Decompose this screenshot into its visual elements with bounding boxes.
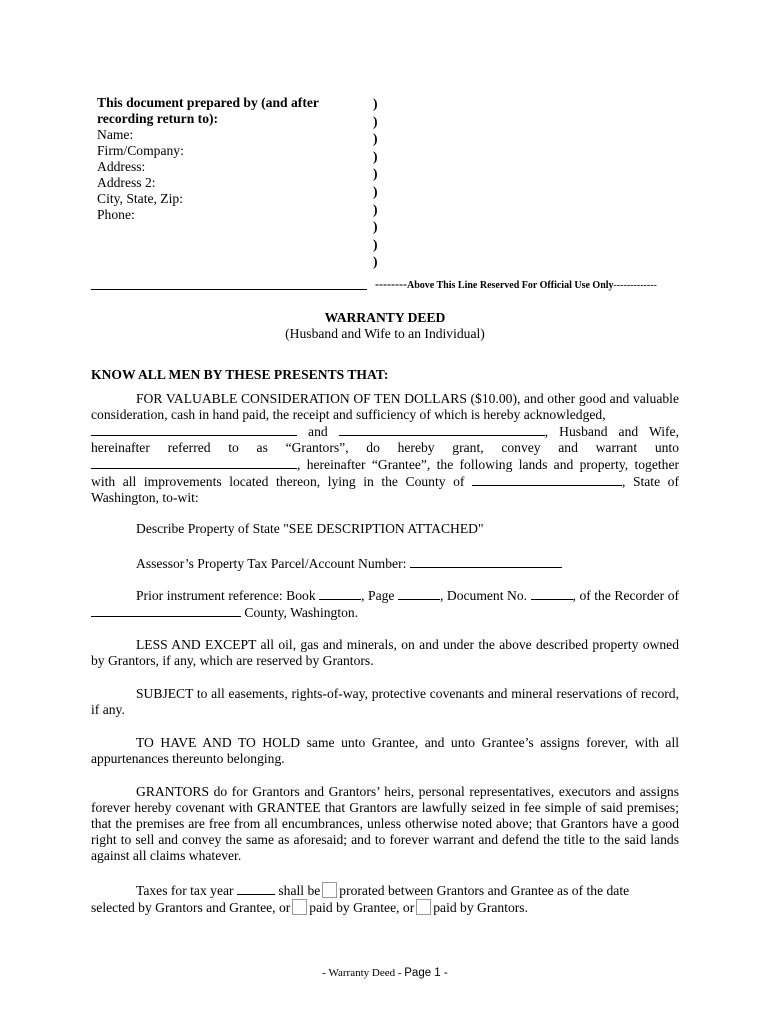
describe-property-line: Describe Property of State "SEE DESCRIPTION ATTACHED"	[136, 521, 484, 536]
county-washington-text: County, Washington.	[241, 605, 359, 620]
preparer-field-address2: Address 2:	[97, 175, 156, 190]
official-use-dashes-right: -------------	[613, 280, 657, 291]
paren: )	[373, 166, 378, 182]
paid-by-grantee-checkbox[interactable]	[292, 899, 307, 915]
improvements-text: with all improvements located thereon, lying in the County of	[91, 474, 465, 489]
document-no-blank[interactable]	[531, 587, 573, 600]
page-footer	[0, 965, 770, 981]
less-except-paragraph	[91, 637, 679, 669]
selected-text: selected by Grantors and Grantee, or	[91, 900, 291, 915]
paren: )	[373, 236, 378, 252]
preparer-heading: This document prepared by (and after recording return to):	[97, 95, 319, 126]
paren: )	[373, 96, 378, 111]
to-have-paragraph	[91, 735, 679, 767]
grantor-names-line	[91, 423, 679, 440]
official-use-notice	[375, 276, 657, 294]
consideration-paragraph	[91, 391, 679, 506]
grantor2-blank[interactable]	[339, 423, 545, 436]
paren: )	[373, 254, 378, 270]
paren: )	[373, 148, 378, 164]
less-except-text: LESS AND EXCEPT all oil, gas and minerals, on and under the above described property owned by Grantors, if any, which are reserved by Grantors.	[91, 637, 679, 668]
grantee-blank[interactable]	[91, 456, 297, 469]
document-subtitle: (Husband and Wife to an Individual)	[285, 326, 485, 341]
preparer-field-city-state-zip: City, State, Zip:	[97, 191, 183, 206]
recorder-county-line	[91, 604, 679, 621]
prorated-text: prorated between Grantors and Grantee as of the date	[339, 883, 630, 898]
county-line	[91, 473, 679, 490]
subject-to-text: SUBJECT to all easements, rights-of-way, protective covenants and mineral reservations of record, if any.	[91, 686, 679, 717]
preparer-field-name: Name:	[97, 127, 134, 142]
footer-doc-name: - Warranty Deed -	[322, 967, 402, 979]
know-all-heading: KNOW ALL MEN BY THESE PRESENTS THAT:	[91, 367, 389, 382]
paid-by-grantors-checkbox[interactable]	[416, 899, 431, 915]
prorated-checkbox[interactable]	[322, 882, 337, 898]
footer-page-number: Page 1 -	[404, 967, 448, 979]
county-blank[interactable]	[472, 473, 622, 486]
and-text: and	[308, 424, 328, 439]
paid-by-grantors-text: paid by Grantors.	[433, 900, 528, 915]
covenant-text: GRANTORS do for Grantors and Grantors’ heirs, personal representatives, executors and assigns forever hereby covenant with GRANTEE that Grantors are lawfully seized in fee simple of said premises; that the premises are free from all encumbrances, unless otherwise noted above; that Grantors have a good right to sell and convey the same as aforesaid; and to forever warrant and defend the title to the said lands against all claims whatever.	[91, 784, 679, 863]
recorder-text: , of the Recorder of	[572, 588, 680, 603]
grantee-text: , hereinafter “Grantee”, the following lands and property, together	[297, 457, 679, 472]
shall-be-text: shall be	[274, 883, 321, 898]
document-title: WARRANTY DEED	[324, 310, 446, 325]
recorder-county-blank[interactable]	[91, 604, 241, 617]
assessor-line	[136, 555, 562, 572]
paren: )	[373, 113, 378, 129]
preparer-field-address: Address:	[97, 159, 146, 174]
consideration-text: FOR VALUABLE CONSIDERATION OF TEN DOLLARS ($10.00), and other good and valuable consideration, cash in hand paid, the receipt and sufficiency of which is hereby acknowledged,	[91, 391, 679, 422]
paren: )	[373, 131, 378, 147]
prior-instrument-line	[91, 587, 679, 604]
official-use-text: Above This Line Reserved For Official Use Only	[406, 280, 614, 291]
preparer-signature-line	[91, 289, 367, 290]
covenant-paragraph	[91, 784, 679, 864]
paid-by-grantee-text: paid by Grantee, or	[309, 900, 415, 915]
grantors-clause: hereinafter referred to as “Grantors”, do hereby grant, convey and warrant unto	[91, 440, 679, 455]
official-use-dashes-left: --------	[375, 277, 407, 291]
grantor1-blank[interactable]	[91, 423, 297, 436]
book-blank[interactable]	[319, 587, 361, 600]
paren: )	[373, 201, 378, 217]
page-text: , Page	[361, 588, 395, 603]
subject-to-paragraph	[91, 686, 679, 718]
assessor-text: Assessor’s Property Tax Parcel/Account Number:	[136, 556, 407, 571]
husband-wife-text: , Husband and Wife,	[544, 424, 679, 439]
to-have-text: TO HAVE AND TO HOLD same unto Grantee, and unto Grantee’s assigns forever, with all appurtenances thereunto belonging.	[91, 735, 679, 766]
preparer-field-firm: Firm/Company:	[97, 143, 184, 158]
taxes-line-2	[91, 899, 679, 916]
preparer-field-phone: Phone:	[97, 207, 135, 222]
paren: )	[373, 219, 378, 235]
book-text: Prior instrument reference: Book	[136, 588, 316, 603]
tax-year-blank[interactable]	[237, 882, 275, 895]
bracket-column	[373, 95, 378, 271]
to-wit-text: Washington, to-wit:	[91, 490, 199, 505]
page-blank[interactable]	[398, 587, 440, 600]
parcel-number-blank[interactable]	[410, 555, 562, 568]
grantee-line	[91, 456, 679, 473]
state-of-text: , State of	[621, 474, 679, 489]
document-no-text: , Document No.	[439, 588, 528, 603]
taxes-paragraph	[91, 882, 679, 916]
taxes-year-text: Taxes for tax year	[136, 883, 234, 898]
preparer-block	[97, 95, 369, 223]
taxes-line-1	[91, 882, 679, 899]
paren: )	[373, 183, 378, 199]
prior-instrument-paragraph	[91, 587, 679, 621]
